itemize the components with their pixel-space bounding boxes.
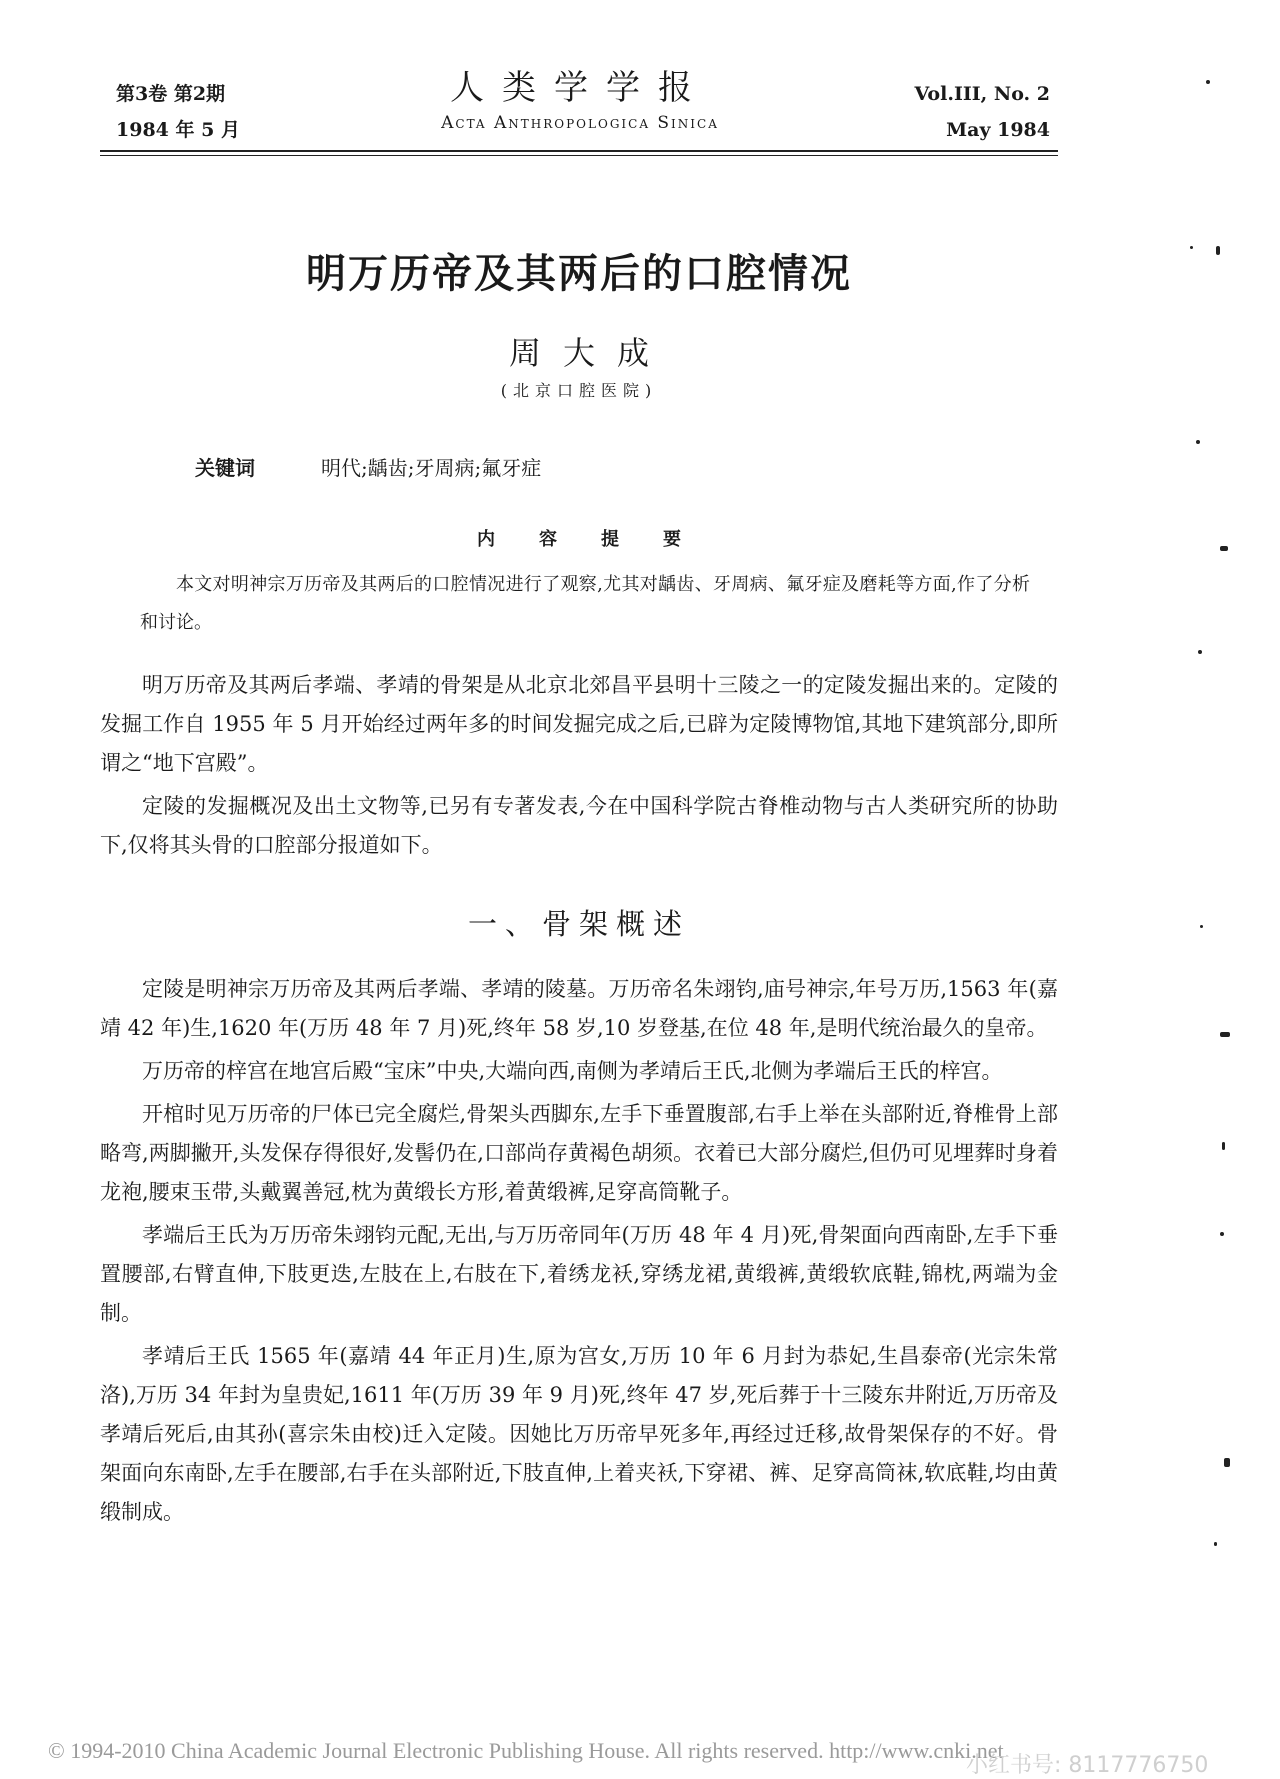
abstract-heading: 内容提要	[477, 529, 725, 550]
journal-title-en: Acta Anthropologica Sinica	[441, 113, 719, 133]
body-paragraph: 定陵是明神宗万历帝及其两后孝端、孝靖的陵墓。万历帝名朱翊钧,庙号神宗,年号万历,1563 年(嘉靖 42 年)生,1620 年(万历 48 年 7 月)死,终年 58 岁,10 岁登基,在位 48 年,是明代统治最久的皇帝。	[100, 977, 1058, 1040]
scan-speck	[1196, 440, 1200, 444]
keywords	[195, 452, 541, 481]
intro-section	[100, 666, 1058, 869]
header-rule-thin	[100, 155, 1058, 156]
scan-speck	[1214, 1542, 1217, 1546]
scan-speck	[1216, 246, 1220, 255]
body-paragraph: 开棺时见万历帝的尸体已完全腐烂,骨架头西脚东,左手下垂置腹部,右手上举在头部附近,脊椎骨上部略弯,两脚撇开,头发保存得很好,发髻仍在,口部尚存黄褐色胡须。衣着已大部分腐烂,但仍可见埋葬时身着龙袍,腰束玉带,头戴翼善冠,枕为黄缎长方形,着黄缎裤,足穿高筒靴子。	[100, 1102, 1058, 1204]
article-title: 明万历帝及其两后的口腔情况	[306, 251, 852, 297]
body-paragraph: 万历帝的梓宫在地宫后殿“宝床”中央,大端向西,南侧为孝靖后王氏,北侧为孝端后王氏的梓宫。	[142, 1059, 1003, 1083]
scan-speck	[1200, 925, 1203, 928]
watermark: 小红书号: 8117776750	[966, 1753, 1209, 1778]
volume-issue-en: Vol.III, No. 2	[914, 83, 1050, 105]
scan-speck	[1206, 80, 1210, 84]
publication-date-en: May 1984	[946, 119, 1050, 141]
section-heading: 一、骨架概述	[467, 907, 690, 941]
scan-speck	[1220, 1232, 1224, 1236]
scan-speck	[1222, 1142, 1225, 1150]
author-affiliation: (北京口腔医院)	[500, 381, 658, 400]
scan-speck	[1224, 1458, 1230, 1467]
issue-info	[116, 76, 240, 148]
scan-speck	[1190, 246, 1193, 249]
intro-paragraph: 明万历帝及其两后孝端、孝靖的骨架是从北京北郊昌平县明十三陵之一的定陵发掘出来的。定陵的发掘工作自 1955 年 5 月开始经过两年多的时间发掘完成之后,已辟为定陵博物馆,其地下建筑部分,即所谓之“地下宫殿”。	[100, 673, 1058, 775]
section-body	[100, 970, 1058, 1536]
journal-masthead	[380, 66, 780, 136]
volume-issue: 第3卷 第2期	[116, 83, 226, 105]
journal-title-cn: 人类学学报	[450, 68, 710, 108]
body-paragraph: 孝靖后王氏 1565 年(嘉靖 44 年正月)生,原为宫女,万历 10 年 6 月封为恭妃,生昌泰帝(光宗朱常洛),万历 34 年封为皇贵妃,1611 年(万历 39 年 9 月)死,终年 47 岁,死后葬于十三陵东井附近,万历帝及孝靖后死后,由其孙(喜宗朱由校)迁入定陵。因她比万历帝早死多年,再经过迁移,故骨架保存的不好。骨架面向东南卧,左手在腰部,右手在头部附近,下肢直伸,上着夹袄,下穿裙、裤、足穿高筒袜,软底鞋,均由黄缎制成。	[100, 1344, 1058, 1524]
body-paragraph: 孝端后王氏为万历帝朱翊钧元配,无出,与万历帝同年(万历 48 年 4 月)死,骨架面向西南卧,左手下垂置腰部,右臂直伸,下肢更迭,左肢在上,右肢在下,着绣龙袄,穿绣龙裙,黄缎裤,黄缎软底鞋,锦枕,两端为金制。	[100, 1223, 1058, 1325]
article-author: 周大成	[508, 334, 671, 372]
scan-speck	[1220, 1032, 1230, 1037]
keywords-list: 明代;龋齿;牙周病;氟牙症	[321, 456, 542, 480]
keywords-label: 关键词	[195, 456, 255, 480]
copyright-footer: © 1994-2010 China Academic Journal Electronic Publishing House. All rights reserved. http://www.cnki.net	[48, 1738, 1004, 1763]
issue-info-en	[890, 76, 1050, 148]
intro-paragraph: 定陵的发掘概况及出土文物等,已另有专著发表,今在中国科学院古脊椎动物与古人类研究所的协助下,仅将其头骨的口腔部分报道如下。	[100, 794, 1058, 857]
scan-speck	[1220, 546, 1228, 551]
publication-date-cn: 1984 年 5 月	[116, 119, 240, 141]
header-rule-thick	[100, 150, 1058, 152]
abstract-text: 本文对明神宗万历帝及其两后的口腔情况进行了观察,尤其对龋齿、牙周病、氟牙症及磨耗等方面,作了分析和讨论。	[140, 574, 1030, 633]
scan-speck	[1198, 650, 1202, 654]
